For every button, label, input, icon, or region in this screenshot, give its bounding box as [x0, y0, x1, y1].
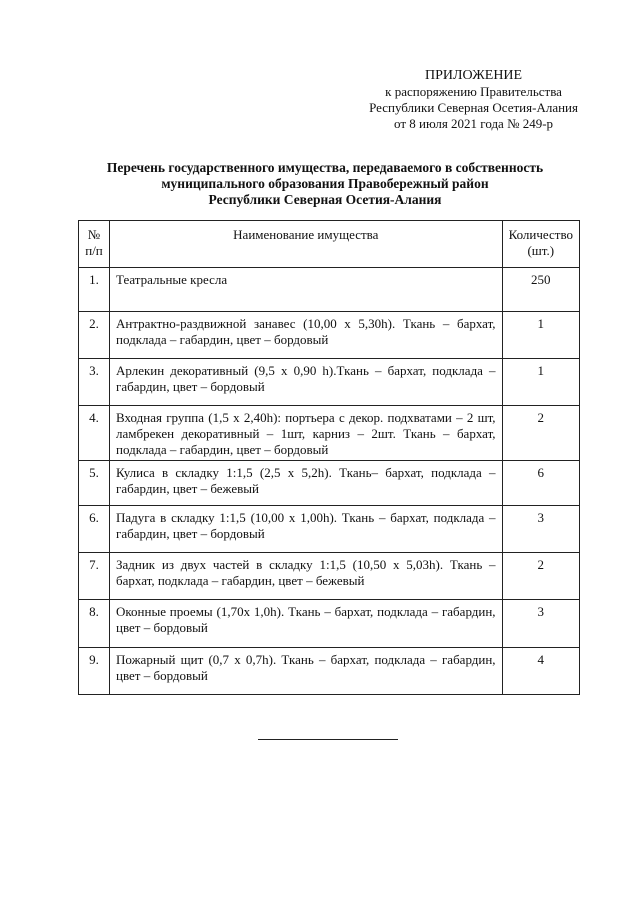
row-number: 8.	[79, 600, 110, 648]
row-name: Театральные кресла	[110, 268, 503, 312]
row-quantity: 1	[502, 312, 579, 359]
row-name: Оконные проемы (1,70х 1,0h). Ткань – бархат, подклада – габардин, цвет – бордовый	[110, 600, 503, 648]
row-name: Падуга в складку 1:1,5 (10,00 х 1,00h). Ткань – бархат, подклада – габардин, цвет – бордовый	[110, 506, 503, 553]
row-number: 2.	[79, 312, 110, 359]
row-name: Арлекин декоративный (9,5 х 0,90 h).Ткань – бархат, подклада – габардин, цвет – бордовый	[110, 359, 503, 406]
row-name: Антрактно-раздвижной занавес (10,00 х 5,30h). Ткань – бархат, подклада – габардин, цвет – бордовый	[110, 312, 503, 359]
row-quantity: 2	[502, 406, 579, 461]
row-quantity: 6	[502, 461, 579, 506]
table-row	[79, 506, 580, 553]
table-row	[79, 312, 580, 359]
row-quantity: 2	[502, 553, 579, 600]
row-number: 7.	[79, 553, 110, 600]
document-title	[70, 160, 580, 208]
row-quantity: 250	[502, 268, 579, 312]
row-name: Входная группа (1,5 х 2,40h): портьера с декор. подхватами – 2 шт, ламбрекен декоративный – 1шт, карниз – 2шт. Ткань – бархат, подклада – габардин, цвет – бордовый	[110, 406, 503, 461]
row-quantity: 3	[502, 506, 579, 553]
property-table	[78, 220, 580, 695]
table-header-row	[79, 221, 580, 268]
row-name: Задник из двух частей в складку 1:1,5 (10,50 х 5,03h). Ткань – бархат, подклада – габардин, цвет – бежевый	[110, 553, 503, 600]
row-name: Пожарный щит (0,7 х 0,7h). Ткань – бархат, подклада – габардин, цвет – бордовый	[110, 648, 503, 695]
table-row	[79, 359, 580, 406]
row-number: 3.	[79, 359, 110, 406]
row-number: 6.	[79, 506, 110, 553]
table-row	[79, 648, 580, 695]
column-header-number: № п/п	[79, 221, 110, 268]
column-header-name: Наименование имущества	[110, 221, 503, 268]
row-quantity: 1	[502, 359, 579, 406]
table-row	[79, 406, 580, 461]
appendix-government-line: Республики Северная Осетия-Алания	[369, 100, 578, 115]
title-line-3: Республики Северная Осетия-Алания	[208, 192, 442, 207]
appendix-label: ПРИЛОЖЕНИЕ	[424, 68, 523, 83]
column-header-quantity: Количество (шт.)	[502, 221, 579, 268]
row-quantity: 4	[502, 648, 579, 695]
table-row	[79, 268, 580, 312]
row-name: Кулиса в складку 1:1,5 (2,5 х 5,2h). Ткань– бархат, подклада – габардин, цвет – бежевый	[110, 461, 503, 506]
table-row	[79, 461, 580, 506]
appendix-order-line: к распоряжению Правительства	[385, 84, 562, 99]
closing-rule	[258, 739, 398, 740]
row-number: 5.	[79, 461, 110, 506]
title-line-2: муниципального образования Правобережный район	[161, 176, 489, 191]
table-row	[79, 600, 580, 648]
row-quantity: 3	[502, 600, 579, 648]
appendix-date-line: от 8 июля 2021 года № 249-р	[393, 116, 554, 131]
title-line-1: Перечень государственного имущества, передаваемого в собственность	[106, 160, 544, 175]
row-number: 4.	[79, 406, 110, 461]
appendix-header	[369, 68, 578, 132]
row-number: 1.	[79, 268, 110, 312]
table-row	[79, 553, 580, 600]
row-number: 9.	[79, 648, 110, 695]
